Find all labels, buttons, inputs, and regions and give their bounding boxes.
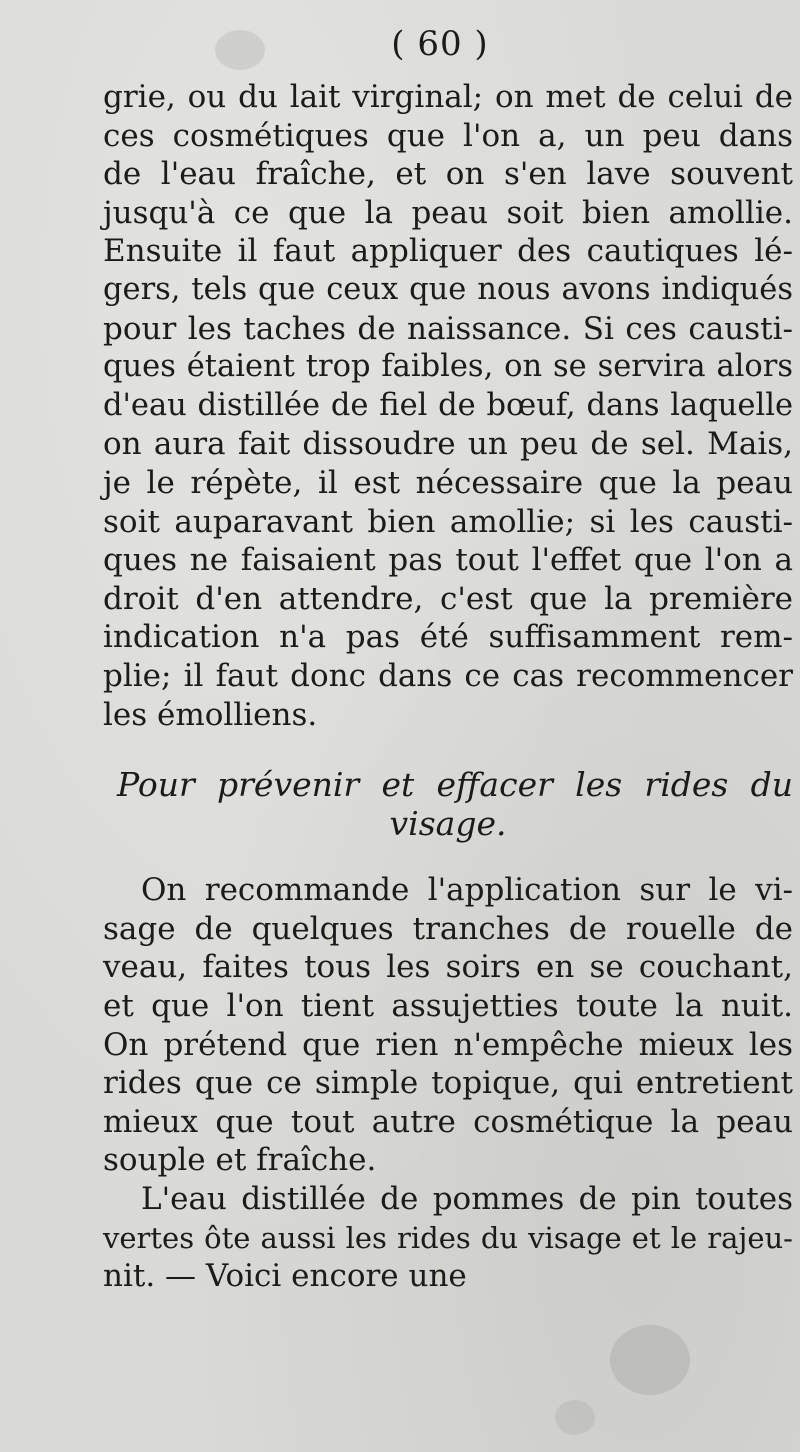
text-line: nit. — Voici encore une <box>103 1258 467 1295</box>
text-line: L'eau distillée de pommes de pin toutes <box>141 1181 793 1218</box>
text-line: plie; il faut donc dans ce cas recommencer <box>103 657 793 694</box>
page-number: ( 60 ) <box>391 24 489 64</box>
text-line: On recommande l'application sur le vi- <box>141 872 793 909</box>
text-line: de l'eau fraîche, et on s'en lave souvent <box>103 156 793 193</box>
text-line: ques étaient trop faibles, on se servira alors <box>103 349 793 385</box>
text-line: gers, tels que ceux que nous avons indiqués <box>103 271 793 307</box>
text-line: vertes ôte aussi les rides du visage et le rajeu- <box>103 1220 793 1255</box>
text-line: ces cosmétiques que l'on a, un peu dans <box>103 117 793 154</box>
paragraph-3 <box>103 1180 793 1296</box>
text-line: d'eau distillée de fiel de bœuf, dans laquelle <box>103 387 793 423</box>
text-line: grie, ou du lait virginal; on met de celui de <box>103 79 793 115</box>
text-line: ques ne faisaient pas tout l'effet que l'on a <box>103 542 793 579</box>
text-line: On prétend que rien n'empêche mieux les <box>103 1026 793 1063</box>
text-line: les émolliens. <box>103 696 318 733</box>
section-heading <box>103 766 793 843</box>
text-line: je le répète, il est nécessaire que la peau <box>103 464 793 501</box>
text-line: droit d'en attendre, c'est que la première <box>103 580 793 617</box>
text-line: pour les taches de naissance. Si ces causti- <box>103 310 793 347</box>
paragraph-2 <box>103 871 793 1180</box>
page-text <box>103 78 793 1296</box>
text-line: rides que ce simple topique, qui entretient <box>103 1065 793 1102</box>
paper-stain <box>610 1325 690 1395</box>
text-line: jusqu'à ce que la peau soit bien amollie. <box>103 194 793 231</box>
text-line: sage de quelques tranches de rouelle de <box>103 910 793 947</box>
text-line: souple et fraîche. <box>103 1142 377 1179</box>
paragraph-1 <box>103 78 793 734</box>
text-line: indication n'a pas été suffisamment rem- <box>103 619 793 656</box>
text-line: veau, faites tous les soirs en se couchant, <box>103 949 793 986</box>
paper-stain <box>555 1400 595 1435</box>
heading-line: visage. <box>389 803 507 843</box>
text-line: Ensuite il faut appliquer des cautiques lé- <box>103 233 793 270</box>
heading-line: Pour prévenir et effacer les rides du <box>117 765 793 805</box>
text-line: mieux que tout autre cosmétique la peau <box>103 1103 793 1140</box>
text-line: soit auparavant bien amollie; si les causti- <box>103 503 793 540</box>
text-line: et que l'on tient assujetties toute la nuit. <box>103 988 793 1025</box>
text-line: on aura fait dissoudre un peu de sel. Mais, <box>103 426 793 463</box>
